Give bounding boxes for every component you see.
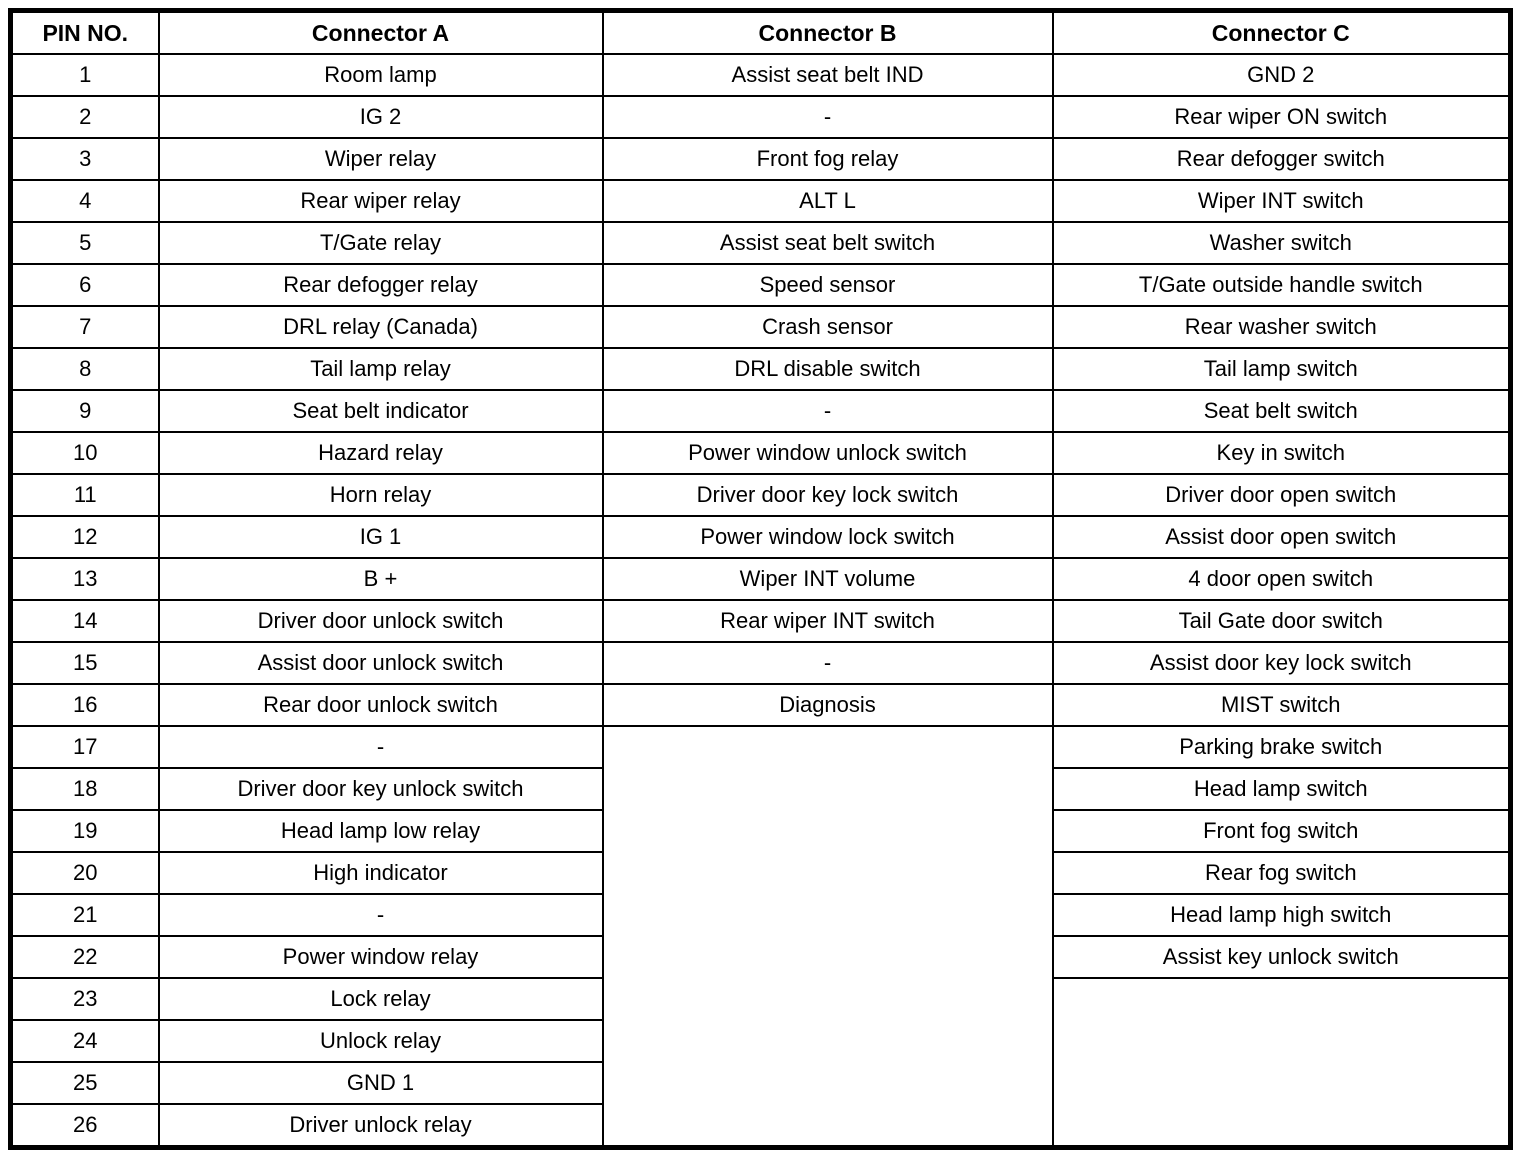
connector-a-cell: Power window relay [159, 936, 603, 978]
connector-a-cell: Head lamp low relay [159, 810, 603, 852]
connector-a-cell: Rear wiper relay [159, 180, 603, 222]
connector-a-cell: Rear defogger relay [159, 264, 603, 306]
connector-b-cell: Rear wiper INT switch [603, 600, 1053, 642]
connector-c-cell: Rear defogger switch [1053, 138, 1511, 180]
pin-cell: 24 [11, 1020, 159, 1062]
connector-c-cell: MIST switch [1053, 684, 1511, 726]
connector-c-cell: Head lamp switch [1053, 768, 1511, 810]
connector-a-cell: Lock relay [159, 978, 603, 1020]
pin-cell: 3 [11, 138, 159, 180]
pin-cell: 20 [11, 852, 159, 894]
pin-cell: 17 [11, 726, 159, 768]
connector-a-cell: IG 1 [159, 516, 603, 558]
connector-c-cell: Head lamp high switch [1053, 894, 1511, 936]
table-row [11, 180, 1511, 222]
connector-c-cell: Washer switch [1053, 222, 1511, 264]
pin-cell: 12 [11, 516, 159, 558]
header-connector-a: Connector A [159, 11, 603, 55]
connector-b-cell: - [603, 96, 1053, 138]
pin-assignment-table [8, 8, 1513, 1150]
pin-cell: 4 [11, 180, 159, 222]
connector-c-cell: Rear wiper ON switch [1053, 96, 1511, 138]
connector-a-cell: Driver door unlock switch [159, 600, 603, 642]
pin-cell: 11 [11, 474, 159, 516]
table-row [11, 726, 1511, 768]
connector-b-cell: Assist seat belt switch [603, 222, 1053, 264]
table-row [11, 306, 1511, 348]
connector-b-cell: Crash sensor [603, 306, 1053, 348]
pin-cell: 2 [11, 96, 159, 138]
table-row [11, 684, 1511, 726]
table-row [11, 138, 1511, 180]
pin-cell: 1 [11, 54, 159, 96]
header-connector-b: Connector B [603, 11, 1053, 55]
connector-a-cell: Room lamp [159, 54, 603, 96]
table-row [11, 54, 1511, 96]
connector-c-cell: Assist door key lock switch [1053, 642, 1511, 684]
connector-b-cell: ALT L [603, 180, 1053, 222]
connector-a-cell: Unlock relay [159, 1020, 603, 1062]
connector-a-cell: T/Gate relay [159, 222, 603, 264]
connector-a-cell: B + [159, 558, 603, 600]
connector-b-cell: - [603, 642, 1053, 684]
connector-a-cell: Assist door unlock switch [159, 642, 603, 684]
table-row [11, 558, 1511, 600]
connector-c-cell: Rear fog switch [1053, 852, 1511, 894]
pin-cell: 6 [11, 264, 159, 306]
connector-c-empty-cell [1053, 978, 1511, 1148]
connector-c-cell: Seat belt switch [1053, 390, 1511, 432]
connector-a-cell: Seat belt indicator [159, 390, 603, 432]
connector-a-cell: High indicator [159, 852, 603, 894]
connector-c-cell: Assist door open switch [1053, 516, 1511, 558]
pin-cell: 9 [11, 390, 159, 432]
connector-b-cell: DRL disable switch [603, 348, 1053, 390]
table-row [11, 432, 1511, 474]
connector-c-cell: Key in switch [1053, 432, 1511, 474]
connector-c-cell: 4 door open switch [1053, 558, 1511, 600]
pin-cell: 21 [11, 894, 159, 936]
connector-b-cell: Driver door key lock switch [603, 474, 1053, 516]
connector-b-cell: Wiper INT volume [603, 558, 1053, 600]
table-row [11, 96, 1511, 138]
table-row [11, 222, 1511, 264]
pin-cell: 7 [11, 306, 159, 348]
connector-c-cell: Tail lamp switch [1053, 348, 1511, 390]
connector-c-cell: GND 2 [1053, 54, 1511, 96]
table-row [11, 642, 1511, 684]
connector-c-cell: Tail Gate door switch [1053, 600, 1511, 642]
table-row [11, 516, 1511, 558]
connector-a-cell: GND 1 [159, 1062, 603, 1104]
connector-a-cell: Tail lamp relay [159, 348, 603, 390]
connector-b-cell: Power window unlock switch [603, 432, 1053, 474]
pin-cell: 23 [11, 978, 159, 1020]
connector-b-cell: - [603, 390, 1053, 432]
connector-b-cell: Speed sensor [603, 264, 1053, 306]
table-row [11, 600, 1511, 642]
connector-c-cell: T/Gate outside handle switch [1053, 264, 1511, 306]
pin-cell: 25 [11, 1062, 159, 1104]
table-row [11, 264, 1511, 306]
pin-cell: 18 [11, 768, 159, 810]
connector-a-cell: Driver unlock relay [159, 1104, 603, 1148]
connector-c-cell: Parking brake switch [1053, 726, 1511, 768]
connector-a-cell: DRL relay (Canada) [159, 306, 603, 348]
pin-cell: 26 [11, 1104, 159, 1148]
header-connector-c: Connector C [1053, 11, 1511, 55]
connector-b-cell: Power window lock switch [603, 516, 1053, 558]
header-row [11, 11, 1511, 55]
pin-cell: 5 [11, 222, 159, 264]
connector-b-empty-cell [603, 726, 1053, 1148]
pin-cell: 14 [11, 600, 159, 642]
connector-a-cell: - [159, 726, 603, 768]
pin-cell: 19 [11, 810, 159, 852]
connector-c-cell: Wiper INT switch [1053, 180, 1511, 222]
table-row [11, 390, 1511, 432]
connector-a-cell: - [159, 894, 603, 936]
pin-cell: 8 [11, 348, 159, 390]
table-row [11, 474, 1511, 516]
connector-a-cell: IG 2 [159, 96, 603, 138]
connector-a-cell: Hazard relay [159, 432, 603, 474]
header-pin-no: PIN NO. [11, 11, 159, 55]
connector-b-cell: Assist seat belt IND [603, 54, 1053, 96]
connector-a-cell: Wiper relay [159, 138, 603, 180]
pin-cell: 13 [11, 558, 159, 600]
pin-cell: 15 [11, 642, 159, 684]
connector-a-cell: Horn relay [159, 474, 603, 516]
connector-c-cell: Front fog switch [1053, 810, 1511, 852]
connector-c-cell: Assist key unlock switch [1053, 936, 1511, 978]
connector-b-cell: Diagnosis [603, 684, 1053, 726]
table-row [11, 348, 1511, 390]
connector-c-cell: Driver door open switch [1053, 474, 1511, 516]
pin-cell: 16 [11, 684, 159, 726]
connector-c-cell: Rear washer switch [1053, 306, 1511, 348]
connector-a-cell: Driver door key unlock switch [159, 768, 603, 810]
connector-a-cell: Rear door unlock switch [159, 684, 603, 726]
pin-cell: 10 [11, 432, 159, 474]
connector-b-cell: Front fog relay [603, 138, 1053, 180]
pin-cell: 22 [11, 936, 159, 978]
